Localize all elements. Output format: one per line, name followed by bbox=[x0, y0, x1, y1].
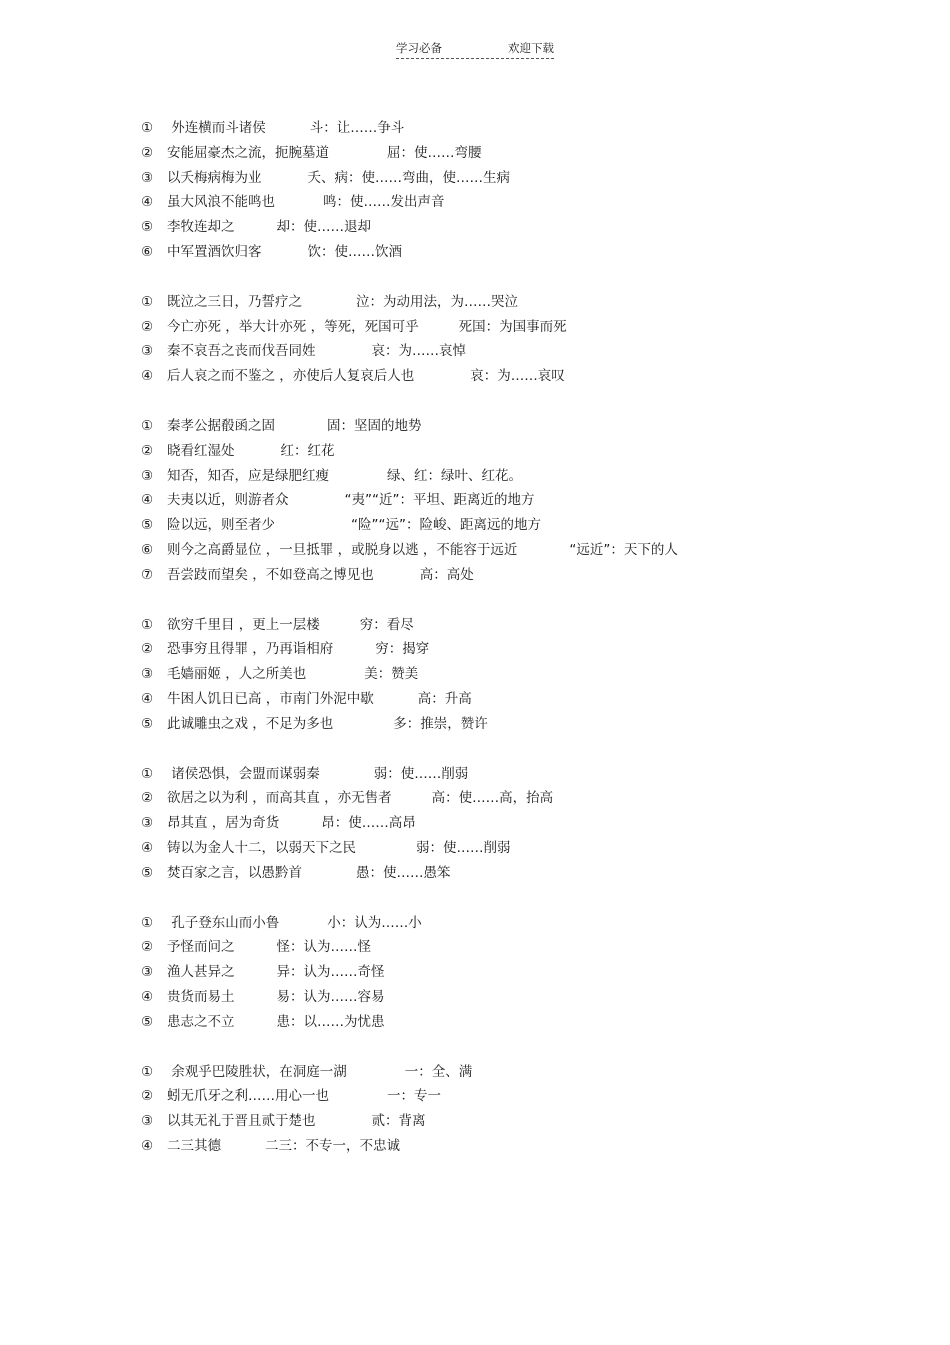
entry-sentence: 欲穷千里目 ，更上一层楼 bbox=[167, 616, 320, 633]
entry-sentence: 患志之不立 bbox=[167, 1013, 235, 1030]
entry-note: 弱：使……削弱 bbox=[373, 765, 469, 782]
entry-sentence: 以其无礼于晋且贰于楚也 bbox=[167, 1113, 316, 1130]
entry-number: ⑤ bbox=[141, 864, 154, 881]
entry-sentence: 知否，知否，应是绿肥红瘦 bbox=[167, 467, 329, 484]
entry-note: 红：红花 bbox=[280, 442, 335, 459]
entry-note: 一：专一 bbox=[387, 1088, 441, 1105]
entry-line bbox=[141, 613, 921, 638]
entry-sentence: 安能屈豪杰之流，扼腕墓道 bbox=[167, 144, 329, 161]
entry-note: 患：以……为忧患 bbox=[276, 1013, 385, 1030]
page-header bbox=[396, 40, 554, 59]
entry-note: 固：坚固的地势 bbox=[327, 417, 422, 434]
entry-sentence: 险以远，则至者少 bbox=[167, 517, 275, 534]
entry-line bbox=[141, 1010, 921, 1035]
entry-note: 高：升高 bbox=[417, 690, 472, 707]
entry-line bbox=[141, 513, 921, 538]
entry-note: “夷”“近”：平坦、距离近的地方 bbox=[344, 492, 535, 509]
entry-line bbox=[141, 141, 921, 166]
entry-line bbox=[141, 240, 921, 265]
entry-sentence: 则今之高爵显位 ，一旦抵罪 ，或脱身以逃 ，不能容于远近 bbox=[167, 541, 518, 558]
entry-number: ④ bbox=[141, 1137, 154, 1154]
header-right-text: 欢迎下载 bbox=[508, 41, 554, 55]
entry-note: 屈：使……弯腰 bbox=[387, 144, 482, 161]
entry-number: ④ bbox=[141, 988, 154, 1005]
entry-number: ③ bbox=[141, 815, 154, 832]
entry-group bbox=[141, 911, 921, 1035]
entry-line bbox=[141, 935, 921, 960]
entry-sentence: 予怪而问之 bbox=[167, 939, 235, 956]
entry-number: ④ bbox=[141, 194, 154, 211]
entry-note: 易：认为……容易 bbox=[276, 988, 385, 1005]
entry-line bbox=[141, 687, 921, 712]
entry-number: ③ bbox=[141, 964, 154, 981]
entry-number: ④ bbox=[141, 492, 154, 509]
entry-line bbox=[141, 811, 921, 836]
entry-note: 哀：为……哀悼 bbox=[371, 343, 466, 360]
entry-note: 怪：认为……怪 bbox=[276, 939, 371, 956]
entry-line bbox=[141, 1134, 921, 1159]
entry-line bbox=[141, 339, 921, 364]
entry-number: ⑤ bbox=[141, 715, 154, 732]
entry-sentence: 夫夷以近，则游者众 bbox=[167, 492, 289, 509]
entry-sentence: 吾尝跂而望矣 ，不如登高之博见也 bbox=[167, 566, 374, 583]
entry-note: 泣：为动用法，为……哭泣 bbox=[356, 293, 518, 310]
entry-line bbox=[141, 861, 921, 886]
entry-sentence: 昂其直 ，居为奇货 bbox=[167, 815, 280, 832]
entry-line bbox=[141, 1084, 921, 1109]
entry-sentence: 牛困人饥日已高 ，市南门外泥中歇 bbox=[167, 690, 374, 707]
entry-note: 绿、红：绿叶、红花。 bbox=[387, 467, 522, 484]
entry-note: 却：使……退却 bbox=[276, 219, 371, 236]
entry-number: ② bbox=[141, 1088, 154, 1105]
entry-note: 鸣：使……发出声音 bbox=[323, 194, 445, 211]
entry-line bbox=[141, 762, 921, 787]
entry-sentence: 外连横而斗诸侯 bbox=[167, 120, 266, 136]
entry-number: ① bbox=[141, 417, 154, 434]
entry-number: ⑥ bbox=[141, 243, 154, 260]
entry-note: 贰：背离 bbox=[371, 1113, 426, 1130]
entry-sentence: 铸以为金人十二，以弱天下之民 bbox=[167, 839, 356, 856]
entry-number: ② bbox=[141, 641, 154, 658]
entry-note: 穷：揭穿 bbox=[375, 641, 430, 658]
entry-line bbox=[141, 488, 921, 513]
entry-note: 昂：使……高昂 bbox=[321, 815, 416, 832]
document-body bbox=[141, 116, 921, 1184]
entry-sentence: 以夭梅病梅为业 bbox=[167, 169, 262, 186]
entry-note: 穷：看尽 bbox=[359, 616, 414, 633]
entry-line bbox=[141, 637, 921, 662]
entry-sentence: 余观乎巴陵胜状，在洞庭一湖 bbox=[167, 1063, 347, 1080]
entry-sentence: 既泣之三日，乃誓疗之 bbox=[167, 293, 302, 310]
entry-group bbox=[141, 762, 921, 886]
entry-note: 饮：使……饮酒 bbox=[307, 243, 402, 260]
entry-number: ② bbox=[141, 442, 154, 459]
entry-number: ① bbox=[141, 1063, 154, 1080]
entry-number: ② bbox=[141, 144, 154, 161]
entry-line bbox=[141, 563, 921, 588]
entry-sentence: 此诚雕虫之戏 ，不足为多也 bbox=[167, 715, 334, 732]
entry-line bbox=[141, 911, 921, 936]
entry-line bbox=[141, 712, 921, 737]
entry-sentence: 晓看红湿处 bbox=[167, 442, 235, 459]
entry-line bbox=[141, 985, 921, 1010]
entry-number: ⑥ bbox=[141, 541, 154, 558]
entry-group bbox=[141, 613, 921, 737]
entry-line bbox=[141, 662, 921, 687]
entry-sentence: 焚百家之言，以愚黔首 bbox=[167, 864, 302, 881]
entry-line bbox=[141, 439, 921, 464]
entry-line bbox=[141, 960, 921, 985]
entry-sentence: 李牧连却之 bbox=[167, 219, 235, 236]
entry-group bbox=[141, 414, 921, 588]
entry-sentence: 二三其德 bbox=[167, 1137, 221, 1154]
entry-line bbox=[141, 786, 921, 811]
entry-number: ① bbox=[141, 765, 154, 782]
entry-line bbox=[141, 116, 921, 141]
entry-number: ⑤ bbox=[141, 1013, 154, 1030]
entry-line bbox=[141, 538, 921, 563]
entry-number: ① bbox=[141, 616, 154, 633]
entry-sentence: 毛嫱丽姬 ，人之所美也 bbox=[167, 666, 307, 683]
entry-number: ③ bbox=[141, 1113, 154, 1130]
entry-group bbox=[141, 1060, 921, 1159]
entry-line bbox=[141, 464, 921, 489]
entry-line bbox=[141, 215, 921, 240]
entry-sentence: 秦孝公据殽函之固 bbox=[167, 417, 275, 434]
entry-sentence: 虽大风浪不能鸣也 bbox=[167, 194, 275, 211]
entry-note: 多：推崇，赞许 bbox=[393, 715, 488, 732]
entry-note: 小：认为……小 bbox=[327, 914, 422, 931]
entry-note: 死国：为国事而死 bbox=[458, 318, 567, 335]
entry-line bbox=[141, 1109, 921, 1134]
entry-line bbox=[141, 414, 921, 439]
entry-number: ① bbox=[141, 293, 154, 310]
entry-sentence: 今亡亦死 ，举大计亦死 ，等死，死国可乎 bbox=[167, 318, 419, 335]
entry-line bbox=[141, 1060, 921, 1085]
entry-note: 弱：使……削弱 bbox=[416, 839, 511, 856]
entry-sentence: 渔人甚异之 bbox=[167, 964, 235, 981]
entry-line bbox=[141, 190, 921, 215]
entry-sentence: 蚓无爪牙之利……用心一也 bbox=[167, 1088, 329, 1105]
entry-sentence: 恐事穷且得罪 ，乃再诣相府 bbox=[167, 641, 334, 658]
entry-sentence: 孔子登东山而小鲁 bbox=[167, 914, 280, 931]
entry-number: ③ bbox=[141, 666, 154, 683]
entry-note: “远近”：天下的人 bbox=[569, 541, 678, 558]
entry-sentence: 中军置酒饮归客 bbox=[167, 243, 262, 260]
entry-number: ④ bbox=[141, 839, 154, 856]
entry-note: 哀：为……哀叹 bbox=[470, 368, 565, 385]
entry-sentence: 后人哀之而不鉴之 ，亦使后人复哀后人也 bbox=[167, 368, 415, 385]
entry-group bbox=[141, 290, 921, 389]
entry-note: 愚：使……愚笨 bbox=[356, 864, 451, 881]
entry-note: 夭、病：使……弯曲，使……生病 bbox=[307, 169, 510, 186]
entry-note: “险”“远”：险峻、距离远的地方 bbox=[351, 517, 541, 534]
entry-note: 高：使……高，抬高 bbox=[431, 790, 554, 807]
entry-number: ② bbox=[141, 318, 154, 335]
entry-sentence: 贵货而易土 bbox=[167, 988, 235, 1005]
entry-number: ⑤ bbox=[141, 517, 154, 534]
entry-number: ① bbox=[141, 914, 154, 931]
entry-sentence: 诸侯恐惧，会盟而谋弱秦 bbox=[167, 765, 320, 782]
entry-number: ⑤ bbox=[141, 219, 154, 236]
entry-number: ③ bbox=[141, 169, 154, 186]
entry-sentence: 欲居之以为利 ，而高其直 ，亦无售者 bbox=[167, 790, 392, 807]
entry-group bbox=[141, 116, 921, 265]
entry-number: ② bbox=[141, 939, 154, 956]
entry-line bbox=[141, 290, 921, 315]
entry-line bbox=[141, 836, 921, 861]
entry-number: ④ bbox=[141, 690, 154, 707]
entry-line bbox=[141, 315, 921, 340]
entry-sentence: 秦不哀吾之丧而伐吾同姓 bbox=[167, 343, 316, 360]
entry-number: ③ bbox=[141, 467, 154, 484]
entry-note: 美：赞美 bbox=[364, 666, 419, 683]
entry-number: ④ bbox=[141, 368, 154, 385]
entry-line bbox=[141, 364, 921, 389]
header-left-text: 学习必备 bbox=[396, 41, 442, 55]
entry-note: 异：认为……奇怪 bbox=[276, 964, 385, 981]
entry-line bbox=[141, 166, 921, 191]
entry-number: ③ bbox=[141, 343, 154, 360]
entry-note: 斗：让……争斗 bbox=[309, 120, 405, 136]
entry-note: 一：全、满 bbox=[404, 1063, 473, 1080]
entry-number: ② bbox=[141, 790, 154, 807]
entry-note: 高：高处 bbox=[419, 566, 474, 583]
entry-number: ⑦ bbox=[141, 566, 154, 583]
entry-number: ① bbox=[141, 120, 154, 136]
entry-note: 二三：不专一，不忠诚 bbox=[265, 1137, 400, 1154]
